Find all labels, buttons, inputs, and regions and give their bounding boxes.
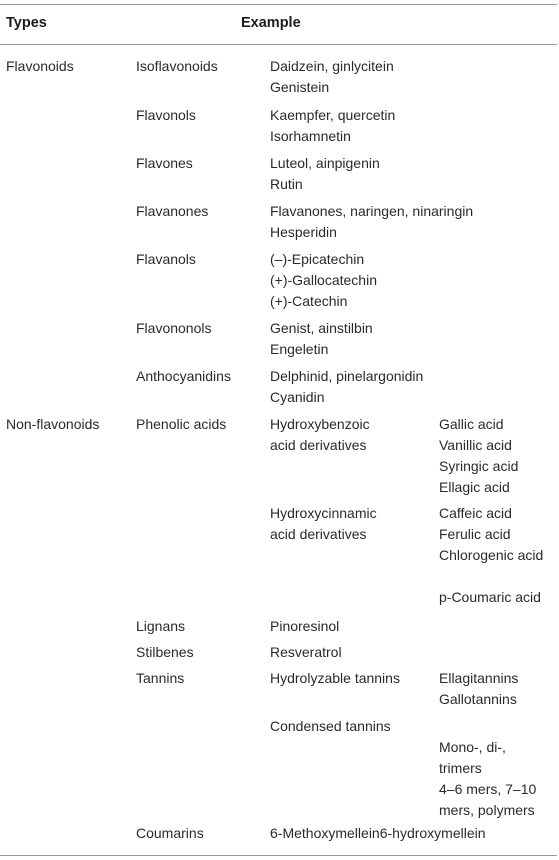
cell-type [6, 414, 99, 435]
cell-detail-line: p-Coumaric acid [439, 589, 541, 605]
cell-subtype-line: Flavononols [136, 320, 212, 336]
cell-example-line: Rutin [270, 176, 303, 192]
cell-subtype-line: Coumarins [136, 825, 204, 841]
cell-detail-line [439, 716, 536, 737]
cell-example-line: Engeletin [270, 341, 329, 357]
cell-subtype [136, 668, 184, 689]
cell-example-line: Condensed tannins [270, 718, 391, 734]
cell-subtype [136, 56, 218, 77]
cell-detail-line: trimers [439, 760, 482, 776]
cell-subtype [136, 823, 204, 844]
cell-subtype-line: Flavones [136, 155, 193, 171]
cell-detail-line: Caffeic acid [439, 505, 512, 521]
cell-detail [439, 414, 518, 498]
top-rule [0, 4, 557, 5]
cell-example [270, 56, 394, 98]
cell-example-line: Resveratrol [270, 644, 342, 660]
cell-subtype [136, 642, 194, 663]
header-example: Example [241, 15, 301, 31]
header-rule [0, 44, 557, 45]
cell-detail-line: Mono-, di-, [439, 739, 506, 755]
cell-detail-line: mers, polymers [439, 802, 535, 818]
cell-example-line: acid derivatives [270, 437, 367, 453]
cell-subtype-line: Stilbenes [136, 644, 194, 660]
cell-example-line: Kaempfer, quercetin [270, 107, 396, 123]
cell-example-line: Delphinid, pinelargonidin [270, 368, 424, 384]
cell-example [270, 823, 486, 844]
header-types: Types [6, 15, 47, 31]
cell-subtype-line: Phenolic acids [136, 416, 227, 432]
cell-detail-line: Ellagitannins [439, 670, 519, 686]
cell-detail-line: Syringic acid [439, 458, 519, 474]
cell-example [270, 716, 391, 737]
cell-example [270, 503, 377, 545]
cell-detail-line: Gallic acid [439, 416, 504, 432]
cell-detail-line: Vanillic acid [439, 437, 512, 453]
cell-subtype-line: Flavanones [136, 203, 209, 219]
cell-example-line: Cyanidin [270, 389, 325, 405]
cell-subtype-line: Isoflavonoids [136, 58, 218, 74]
cell-example-line: 6-Methoxymellein6-hydroxymellein [270, 825, 486, 841]
cell-example [270, 105, 395, 147]
cell-detail-line: Gallotannins [439, 691, 517, 707]
cell-detail [439, 716, 536, 821]
cell-example [270, 366, 423, 408]
cell-subtype [136, 318, 212, 339]
cell-example [270, 249, 377, 312]
cell-subtype [136, 153, 193, 174]
cell-detail-line: Chlorogenic acid [439, 547, 544, 563]
cell-detail-line: Ellagic acid [439, 479, 510, 495]
cell-subtype [136, 616, 185, 637]
cell-example-line: Hesperidin [270, 224, 337, 240]
cell-example-line: Hydrolyzable tannins [270, 670, 400, 686]
cell-example-line: Hydroxybenzoic [270, 416, 370, 432]
cell-subtype-line: Anthocyanidins [136, 368, 231, 384]
cell-example-line: Isorhamnetin [270, 128, 351, 144]
cell-example [270, 668, 400, 689]
cell-subtype-line: Tannins [136, 670, 185, 686]
bottom-rule [0, 855, 557, 856]
cell-type-line: Flavonoids [6, 58, 74, 74]
cell-detail-line: 4–6 mers, 7–10 [439, 781, 537, 797]
cell-subtype [136, 249, 196, 270]
cell-subtype-line: Flavonols [136, 107, 196, 123]
cell-example-line: (+)-Catechin [270, 293, 348, 309]
cell-example [270, 201, 473, 243]
cell-subtype [136, 105, 196, 126]
cell-subtype [136, 201, 208, 222]
cell-example-line: Genist, ainstilbin [270, 320, 373, 336]
cell-example-line: acid derivatives [270, 526, 367, 542]
cell-detail [439, 503, 543, 608]
cell-type [6, 56, 74, 77]
cell-subtype [136, 366, 231, 387]
cell-example [270, 318, 373, 360]
cell-example [270, 153, 380, 195]
cell-example-line: Daidzein, ginlycitein [270, 58, 394, 74]
cell-example-line: Hydroxycinnamic [270, 505, 377, 521]
cell-subtype [136, 414, 226, 435]
cell-detail [439, 668, 518, 710]
cell-example-line: Genistein [270, 79, 330, 95]
cell-detail-line [439, 566, 543, 587]
cell-detail-line: Ferulic acid [439, 526, 511, 542]
cell-example [270, 642, 342, 663]
cell-subtype-line: Flavanols [136, 251, 196, 267]
cell-example [270, 414, 370, 456]
cell-example-line: (–)-Epicatechin [270, 251, 365, 267]
cell-example-line: Flavanones, naringen, ninaringin [270, 203, 474, 219]
cell-subtype-line: Lignans [136, 618, 186, 634]
cell-example-line: Pinoresinol [270, 618, 340, 634]
cell-type-line: Non-flavonoids [6, 416, 100, 432]
cell-example [270, 616, 339, 637]
cell-example-line: Luteol, ainpigenin [270, 155, 380, 171]
cell-example-line: (+)-Gallocatechin [270, 272, 377, 288]
